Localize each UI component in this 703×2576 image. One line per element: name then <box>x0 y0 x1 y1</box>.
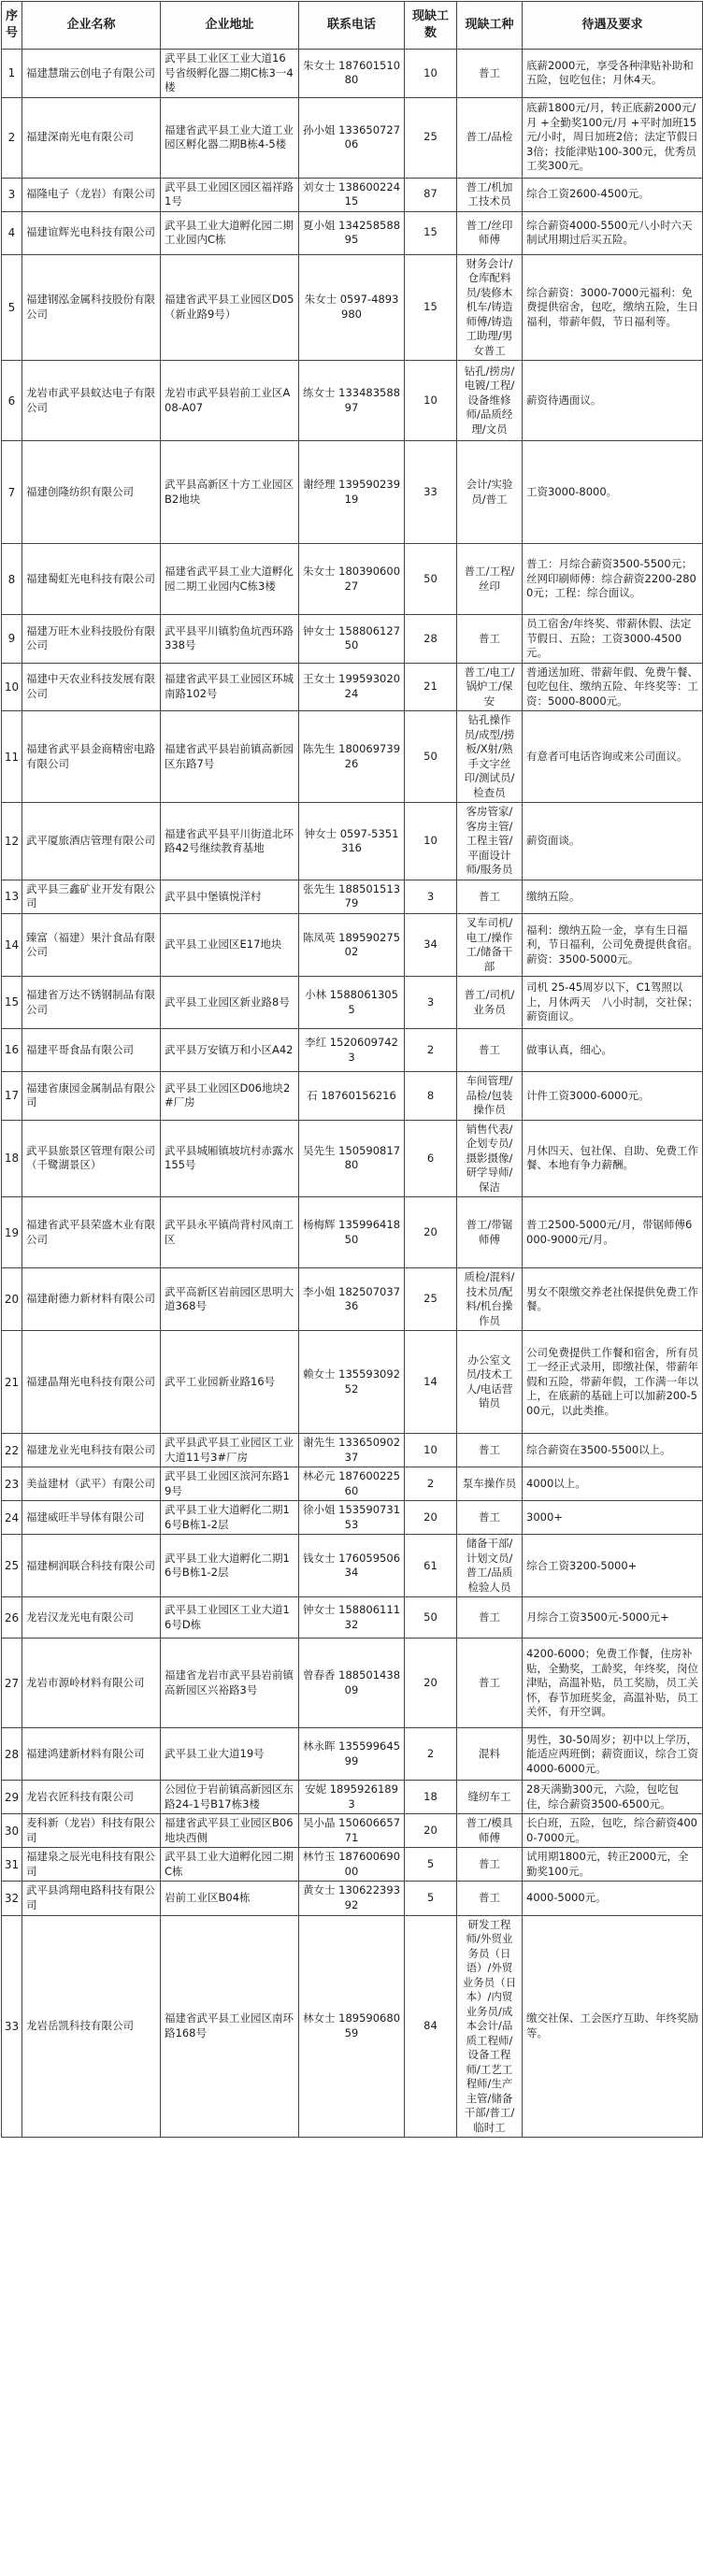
company-address: 武平县永平镇尚背村风南工区 <box>161 1197 299 1268</box>
row-number: 32 <box>2 1882 22 1915</box>
table-row <box>2 663 703 711</box>
salary-benefits: 4000-5000元。 <box>523 1882 703 1915</box>
company-address: 武平县工业园区工业大道16号D栋 <box>161 1597 299 1639</box>
row-number: 31 <box>2 1848 22 1882</box>
row-number: 10 <box>2 663 22 711</box>
company-address: 武平县工业大道孵化二期16号B栋1-2层 <box>161 1535 299 1597</box>
company-address: 武平县工业园区新业路8号 <box>161 977 299 1029</box>
salary-benefits: 做事认真，细心。 <box>523 1029 703 1072</box>
table-row <box>2 1728 703 1781</box>
company-name: 福建威旺半导体有限公司 <box>22 1501 161 1535</box>
salary-benefits: 缴交社保、工会医疗互助、年终奖励等。 <box>523 1915 703 2138</box>
table-row <box>2 178 703 211</box>
table-row <box>2 1915 703 2138</box>
contact-phone: 张先生 18850151379 <box>299 880 405 913</box>
position-types: 叉车司机/电工/操作工/储备干部 <box>457 913 523 976</box>
contact-phone: 杨梅辉 13599641850 <box>299 1197 405 1268</box>
table-row <box>2 711 703 803</box>
vacancy-count: 3 <box>405 977 457 1029</box>
salary-benefits: 底薪1800元/月，转正底薪2000元/月 +全勤奖100元/月 +平时加班15元/小时，周日加班2倍；法定节假日3倍；技能津贴100-300元，优秀员工奖300元。 <box>523 97 703 178</box>
salary-benefits: 综合薪资4000-5500元八小时六天制试用期过后买五险。 <box>523 211 703 254</box>
page <box>1 0 702 2138</box>
company-address: 福建省武平县岩前镇高新园区东路7号 <box>161 711 299 803</box>
salary-benefits: 综合工资3200-5000+ <box>523 1535 703 1597</box>
table-row <box>2 1331 703 1434</box>
vacancy-count: 6 <box>405 1120 457 1197</box>
company-address: 福建省武平县工业园区南环路168号 <box>161 1915 299 2138</box>
header-company: 企业名称 <box>22 2 161 50</box>
position-types: 普工 <box>457 1501 523 1535</box>
company-address: 武平县城厢镇坡坑村赤露水155号 <box>161 1120 299 1197</box>
vacancy-count: 14 <box>405 1331 457 1434</box>
salary-benefits: 普工2500-5000元/月，带锯师傅6000-9000元/月。 <box>523 1197 703 1268</box>
company-address: 福建省武平县工业园区环城南路102号 <box>161 663 299 711</box>
vacancy-count: 50 <box>405 711 457 803</box>
company-name: 福建慧瑞云创电子有限公司 <box>22 50 161 98</box>
row-number: 25 <box>2 1535 22 1597</box>
position-types: 普工/带锯师傅 <box>457 1197 523 1268</box>
row-number: 5 <box>2 254 22 361</box>
company-name: 福建桐润联合科技有限公司 <box>22 1535 161 1597</box>
position-types: 普工/品检 <box>457 97 523 178</box>
header-phone: 联系电话 <box>299 2 405 50</box>
vacancy-count: 18 <box>405 1781 457 1814</box>
vacancy-count: 10 <box>405 803 457 880</box>
contact-phone: 林必元 18760022560 <box>299 1467 405 1501</box>
company-name: 臻富（福建）果汁食品有限公司 <box>22 913 161 976</box>
company-name: 福建鸿建新材料有限公司 <box>22 1728 161 1781</box>
row-number: 33 <box>2 1915 22 2138</box>
salary-benefits: 综合薪资：3000-7000元福利：免费提供宿舍，包吃，缴纳五险，生日福利，带薪年假，节日福利等。 <box>523 254 703 361</box>
salary-benefits: 试用期1800元，转正2000元，全勤奖100元。 <box>523 1848 703 1882</box>
company-name: 龙岩衣匠科技有限公司 <box>22 1781 161 1814</box>
contact-phone: 安妮 18959261893 <box>299 1781 405 1814</box>
company-name: 武平县三鑫矿业开发有限公司 <box>22 880 161 913</box>
salary-benefits: 4000以上。 <box>523 1467 703 1501</box>
table-row <box>2 1120 703 1197</box>
contact-phone: 钱女士 17605950634 <box>299 1535 405 1597</box>
position-types: 普工/司机/业务员 <box>457 977 523 1029</box>
row-number: 20 <box>2 1268 22 1331</box>
table-row <box>2 1535 703 1597</box>
company-address: 福建省武平县工业大道工业园区孵化器二期B栋4-5楼 <box>161 97 299 178</box>
row-number: 21 <box>2 1331 22 1434</box>
contact-phone: 王女士 19959302024 <box>299 663 405 711</box>
company-address: 武平县工业区工业大道16号省级孵化器二期C栋3一4楼 <box>161 50 299 98</box>
position-types: 普工 <box>457 1882 523 1915</box>
row-number: 23 <box>2 1467 22 1501</box>
vacancy-count: 2 <box>405 1467 457 1501</box>
company-address: 武平县工业园区E17地块 <box>161 913 299 976</box>
position-types: 车间管理/品检/包装操作员 <box>457 1072 523 1121</box>
salary-benefits: 普通送加班、带薪年假、免费午餐、包吃包住、缴纳五险、年终奖等：工资：5000-8000元。 <box>523 663 703 711</box>
position-types: 会计/实验员/普工 <box>457 441 523 544</box>
contact-phone: 练女士 13348358897 <box>299 361 405 441</box>
salary-benefits: 底薪2000元，享受各种津贴补助和五险，包吃包住；月休4天。 <box>523 50 703 98</box>
company-name: 福建蜀虹光电科技有限公司 <box>22 544 161 615</box>
salary-benefits: 薪资待遇面议。 <box>523 361 703 441</box>
vacancy-count: 15 <box>405 211 457 254</box>
table-row <box>2 1467 703 1501</box>
company-address: 武平县武平县工业园区工业大道11号3#厂房 <box>161 1434 299 1467</box>
company-name: 福建省康园金属制品有限公司 <box>22 1072 161 1121</box>
row-number: 13 <box>2 880 22 913</box>
vacancy-count: 21 <box>405 663 457 711</box>
company-name: 福隆电子（龙岩）有限公司 <box>22 178 161 211</box>
company-name: 福建中天农业科技发展有限公司 <box>22 663 161 711</box>
company-name: 福建晶翔光电科技有限公司 <box>22 1331 161 1434</box>
company-address: 武平县工业大道19号 <box>161 1728 299 1781</box>
position-types: 普工/机加工技术员 <box>457 178 523 211</box>
salary-benefits: 计件工资3000-6000元。 <box>523 1072 703 1121</box>
contact-phone: 林女士 18959068059 <box>299 1915 405 2138</box>
table-row <box>2 977 703 1029</box>
job-table <box>1 1 703 2138</box>
contact-phone: 曾春香 18850143809 <box>299 1639 405 1728</box>
salary-benefits: 4200-6000；免费工作餐，住房补贴，全勤奖，工龄奖，年终奖，岗位津贴，高温补贴，员工奖励，员工关怀，春节加班奖金，高温补贴，员工关怀，有开空调。 <box>523 1639 703 1728</box>
company-name: 福建省武平县荣盛木业有限公司 <box>22 1197 161 1268</box>
contact-phone: 夏小姐 13425858895 <box>299 211 405 254</box>
company-address: 武平县工业园区园区福祥路1号 <box>161 178 299 211</box>
row-number: 17 <box>2 1072 22 1121</box>
row-number: 6 <box>2 361 22 441</box>
vacancy-count: 25 <box>405 97 457 178</box>
company-address: 龙岩市武平县岩前工业区A08-A07 <box>161 361 299 441</box>
contact-phone: 小林 15880613055 <box>299 977 405 1029</box>
company-name: 福建深南光电有限公司 <box>22 97 161 178</box>
table-row <box>2 1814 703 1848</box>
contact-phone: 吴小晶 15060665771 <box>299 1814 405 1848</box>
salary-benefits: 男女不限缴交养老社保提供免费工作餐。 <box>523 1268 703 1331</box>
salary-benefits: 综合薪资在3500-5500以上。 <box>523 1434 703 1467</box>
row-number: 11 <box>2 711 22 803</box>
header-no: 序号 <box>2 2 22 50</box>
salary-benefits: 公司免费提供工作餐和宿舍，所有员工一经正式录用，即缴社保，带薪年假和五险，带薪年假，工作满一年以上，在底薪的基础上可以加薪200-500元，以此类推。 <box>523 1331 703 1434</box>
row-number: 14 <box>2 913 22 976</box>
salary-benefits: 28天满勤300元，六险，包吃包住，综合薪资3500-6500元。 <box>523 1781 703 1814</box>
vacancy-count: 20 <box>405 1814 457 1848</box>
vacancy-count: 20 <box>405 1197 457 1268</box>
contact-phone: 朱女士 18760151080 <box>299 50 405 98</box>
company-name: 武平厦旅酒店管理有限公司 <box>22 803 161 880</box>
vacancy-count: 2 <box>405 1728 457 1781</box>
row-number: 16 <box>2 1029 22 1072</box>
vacancy-count: 10 <box>405 361 457 441</box>
contact-phone: 石 18760156216 <box>299 1072 405 1121</box>
row-number: 24 <box>2 1501 22 1535</box>
vacancy-count: 84 <box>405 1915 457 2138</box>
row-number: 4 <box>2 211 22 254</box>
vacancy-count: 2 <box>405 1029 457 1072</box>
contact-phone: 钟女士 15880612750 <box>299 615 405 664</box>
vacancy-count: 10 <box>405 50 457 98</box>
table-row <box>2 50 703 98</box>
row-number: 3 <box>2 178 22 211</box>
position-types: 办公室文员/技术工人/电话营销员 <box>457 1331 523 1434</box>
row-number: 18 <box>2 1120 22 1197</box>
company-name: 福建省武平县金商精密电路有限公司 <box>22 711 161 803</box>
table-row <box>2 361 703 441</box>
company-address: 武平县工业园区D06地块2#厂房 <box>161 1072 299 1121</box>
vacancy-count: 15 <box>405 254 457 361</box>
vacancy-count: 28 <box>405 615 457 664</box>
company-name: 福建平哥食品有限公司 <box>22 1029 161 1072</box>
contact-phone: 钟女士 0597-5351316 <box>299 803 405 880</box>
position-types: 钻孔操作员/成型/捞板/X射/熟手文字丝印/测试员/检查员 <box>457 711 523 803</box>
salary-benefits: 长白班，五险，包吃，综合薪资4000-7000元。 <box>523 1814 703 1848</box>
position-types: 混料 <box>457 1728 523 1781</box>
vacancy-count: 61 <box>405 1535 457 1597</box>
vacancy-count: 5 <box>405 1848 457 1882</box>
table-row <box>2 1268 703 1331</box>
company-name: 龙岩汉龙光电有限公司 <box>22 1597 161 1639</box>
position-types: 储备干部/计划文员/普工/品质检验人员 <box>457 1535 523 1597</box>
row-number: 27 <box>2 1639 22 1728</box>
row-number: 28 <box>2 1728 22 1781</box>
position-types: 销售代表/企划专员/摄影摄像/研学导师/保洁 <box>457 1120 523 1197</box>
company-address: 武平县工业大道孵化园二期工业园内C栋 <box>161 211 299 254</box>
position-types: 普工 <box>457 1597 523 1639</box>
table-row <box>2 441 703 544</box>
contact-phone: 陈凤英 18959027502 <box>299 913 405 976</box>
row-number: 26 <box>2 1597 22 1639</box>
position-types: 普工 <box>457 880 523 913</box>
vacancy-count: 87 <box>405 178 457 211</box>
company-name: 福建省万达不锈钢制品有限公司 <box>22 977 161 1029</box>
table-row <box>2 1072 703 1121</box>
contact-phone: 陈先生 18006973926 <box>299 711 405 803</box>
position-types: 钻孔/捞房/电镀/工程/设备维修师/品质经理/文员 <box>457 361 523 441</box>
row-number: 1 <box>2 50 22 98</box>
salary-benefits: 薪资面谈。 <box>523 803 703 880</box>
position-types: 普工 <box>457 50 523 98</box>
company-name: 福建龙业光电科技有限公司 <box>22 1434 161 1467</box>
position-types: 普工 <box>457 1639 523 1728</box>
salary-benefits: 缴纳五险。 <box>523 880 703 913</box>
salary-benefits: 男性，30-50周岁；初中以上学历，能适应两班倒；薪资面议，综合工资4000-6000元。 <box>523 1728 703 1781</box>
table-row <box>2 1882 703 1915</box>
company-address: 武平工业园新业路16号 <box>161 1331 299 1434</box>
table-row <box>2 880 703 913</box>
position-types: 普工/模具师傅 <box>457 1814 523 1848</box>
row-number: 29 <box>2 1781 22 1814</box>
salary-benefits: 有意者可电话咨询或来公司面议。 <box>523 711 703 803</box>
salary-benefits: 普工：月综合薪资3500-5500元；丝网印刷师傅：综合薪资2200-2800元；工程：综合面议。 <box>523 544 703 615</box>
vacancy-count: 50 <box>405 544 457 615</box>
vacancy-count: 20 <box>405 1501 457 1535</box>
header-vacancies: 现缺工数 <box>405 2 457 50</box>
salary-benefits: 福利：缴纳五险一金，享有生日福利，节日福利，公司免费提供食宿。薪资：3500-5000元。 <box>523 913 703 976</box>
position-types: 普工/工程/丝印 <box>457 544 523 615</box>
contact-phone: 朱女士 18039060027 <box>299 544 405 615</box>
company-address: 武平县工业大道孵化园二期C栋 <box>161 1848 299 1882</box>
company-name: 福建泉之辰光电科技有限公司 <box>22 1848 161 1882</box>
contact-phone: 刘女士 13860022415 <box>299 178 405 211</box>
company-address: 福建省武平县工业园区D05（新业路9号） <box>161 254 299 361</box>
company-name: 福建钢泓金属科技股份有限公司 <box>22 254 161 361</box>
table-row <box>2 615 703 664</box>
position-types: 普工/电工/锅炉工/保安 <box>457 663 523 711</box>
table-header <box>2 2 703 50</box>
position-types: 财务会计/仓库配料员/装修木机车/铸造师傅/铸造工助理/男女普工 <box>457 254 523 361</box>
company-address: 福建省龙岩市武平县岩前镇高新园区兴裕路3号 <box>161 1639 299 1728</box>
salary-benefits: 月休四天、包社保、自助、免费工作餐、本地有争力薪酬。 <box>523 1120 703 1197</box>
company-address: 武平高新区岩前园区思明大道368号 <box>161 1268 299 1331</box>
contact-phone: 钟女士 15880611132 <box>299 1597 405 1639</box>
contact-phone: 林永晖 13559964599 <box>299 1728 405 1781</box>
company-address: 武平县中堡镇悦洋村 <box>161 880 299 913</box>
company-address: 岩前工业区B04栋 <box>161 1882 299 1915</box>
salary-benefits: 员工宿舍/年终奖、带薪休假、法定节假日、五险；工资3000-4500元。 <box>523 615 703 664</box>
company-name: 福建万旺木业科技股份有限公司 <box>22 615 161 664</box>
position-types: 普工 <box>457 1434 523 1467</box>
contact-phone: 吴先生 15059081780 <box>299 1120 405 1197</box>
vacancy-count: 25 <box>405 1268 457 1331</box>
company-address: 福建省武平县平川街道北环路42号继续教育基地 <box>161 803 299 880</box>
position-types: 研发工程师/外贸业务员（日语）/外贸业务员（日本）/内贸业务员/成本会计/品质工程师/设备工程师/工艺工程师/生产主管/储备干部/普工/临时工 <box>457 1915 523 2138</box>
row-number: 9 <box>2 615 22 664</box>
company-address: 福建省武平县工业大道孵化园二期工业园内C栋3楼 <box>161 544 299 615</box>
position-types: 普工 <box>457 615 523 664</box>
row-number: 2 <box>2 97 22 178</box>
contact-phone: 谢经理 13959023919 <box>299 441 405 544</box>
position-types: 普工/丝印师傅 <box>457 211 523 254</box>
contact-phone: 李小姐 18250703736 <box>299 1268 405 1331</box>
table-row <box>2 1197 703 1268</box>
company-address: 武平县工业园区滨河东路19号 <box>161 1467 299 1501</box>
vacancy-count: 50 <box>405 1597 457 1639</box>
contact-phone: 李红 15206097423 <box>299 1029 405 1072</box>
company-name: 福建创隆纺织有限公司 <box>22 441 161 544</box>
row-number: 30 <box>2 1814 22 1848</box>
company-name: 龙岩市武平县蚊达电子有限公司 <box>22 361 161 441</box>
position-types: 客房管家/客房主管/工程主管/平面设计师/服务员 <box>457 803 523 880</box>
row-number: 15 <box>2 977 22 1029</box>
company-name: 龙岩市源岭材料有限公司 <box>22 1639 161 1728</box>
company-address: 福建省武平县工业园区B06地块西侧 <box>161 1814 299 1848</box>
table-row <box>2 1434 703 1467</box>
contact-phone: 朱女士 0597-4893980 <box>299 254 405 361</box>
company-address: 武平县工业大道孵化二期16号B栋1-2层 <box>161 1501 299 1535</box>
contact-phone: 谢先生 13365090237 <box>299 1434 405 1467</box>
company-name: 美益建材（武平）有限公司 <box>22 1467 161 1501</box>
salary-benefits: 月综合工资3500元-5000元+ <box>523 1597 703 1639</box>
row-number: 7 <box>2 441 22 544</box>
company-address: 武平县万安镇万和小区A42 <box>161 1029 299 1072</box>
company-name: 福建谊辉光电科技有限公司 <box>22 211 161 254</box>
table-row <box>2 1597 703 1639</box>
salary-benefits: 3000+ <box>523 1501 703 1535</box>
vacancy-count: 3 <box>405 880 457 913</box>
table-row <box>2 913 703 976</box>
header-address: 企业地址 <box>161 2 299 50</box>
contact-phone: 赖女士 13559309252 <box>299 1331 405 1434</box>
row-number: 12 <box>2 803 22 880</box>
row-number: 19 <box>2 1197 22 1268</box>
company-name: 武平县鸿翔电路科技有限公司 <box>22 1882 161 1915</box>
table-row <box>2 803 703 880</box>
position-types: 泵车操作员 <box>457 1467 523 1501</box>
company-name: 福建耐德力新材料有限公司 <box>22 1268 161 1331</box>
company-address: 武平县平川镇豹鱼坑西环路338号 <box>161 615 299 664</box>
company-name: 龙岩岳凯科技有限公司 <box>22 1915 161 2138</box>
table-row <box>2 1501 703 1535</box>
vacancy-count: 8 <box>405 1072 457 1121</box>
company-address: 武平县高新区十方工业园区B2地块 <box>161 441 299 544</box>
company-name: 麦科新（龙岩）科技有限公司 <box>22 1814 161 1848</box>
vacancy-count: 10 <box>405 1434 457 1467</box>
table-row <box>2 544 703 615</box>
table-row <box>2 1848 703 1882</box>
table-row <box>2 1781 703 1814</box>
salary-benefits: 综合工资2600-4500元。 <box>523 178 703 211</box>
vacancy-count: 33 <box>405 441 457 544</box>
table-row <box>2 254 703 361</box>
contact-phone: 黄女士 13062239392 <box>299 1882 405 1915</box>
table-row <box>2 1639 703 1728</box>
company-address: 公园位于岩前镇高新园区东路24-1号B17栋3楼 <box>161 1781 299 1814</box>
table-row <box>2 1029 703 1072</box>
contact-phone: 林竹玉 18760069000 <box>299 1848 405 1882</box>
salary-benefits: 工资3000-8000。 <box>523 441 703 544</box>
position-types: 普工 <box>457 1848 523 1882</box>
table-row <box>2 211 703 254</box>
contact-phone: 徐小姐 15359073153 <box>299 1501 405 1535</box>
position-types: 质检/混料/技术员/配料/机台操作员 <box>457 1268 523 1331</box>
row-number: 8 <box>2 544 22 615</box>
header-benefits: 待遇及要求 <box>523 2 703 50</box>
header-positions: 现缺工种 <box>457 2 523 50</box>
contact-phone: 孙小姐 13365072706 <box>299 97 405 178</box>
vacancy-count: 5 <box>405 1882 457 1915</box>
vacancy-count: 34 <box>405 913 457 976</box>
position-types: 缝纫车工 <box>457 1781 523 1814</box>
row-number: 22 <box>2 1434 22 1467</box>
company-name: 武平县旅景区管理有限公司（千鹭湖景区） <box>22 1120 161 1197</box>
vacancy-count: 20 <box>405 1639 457 1728</box>
salary-benefits: 司机 25-45周岁以下，C1驾照以上，月休两天 八小时制，交社保；薪资面议。 <box>523 977 703 1029</box>
position-types: 普工 <box>457 1029 523 1072</box>
table-row <box>2 97 703 178</box>
